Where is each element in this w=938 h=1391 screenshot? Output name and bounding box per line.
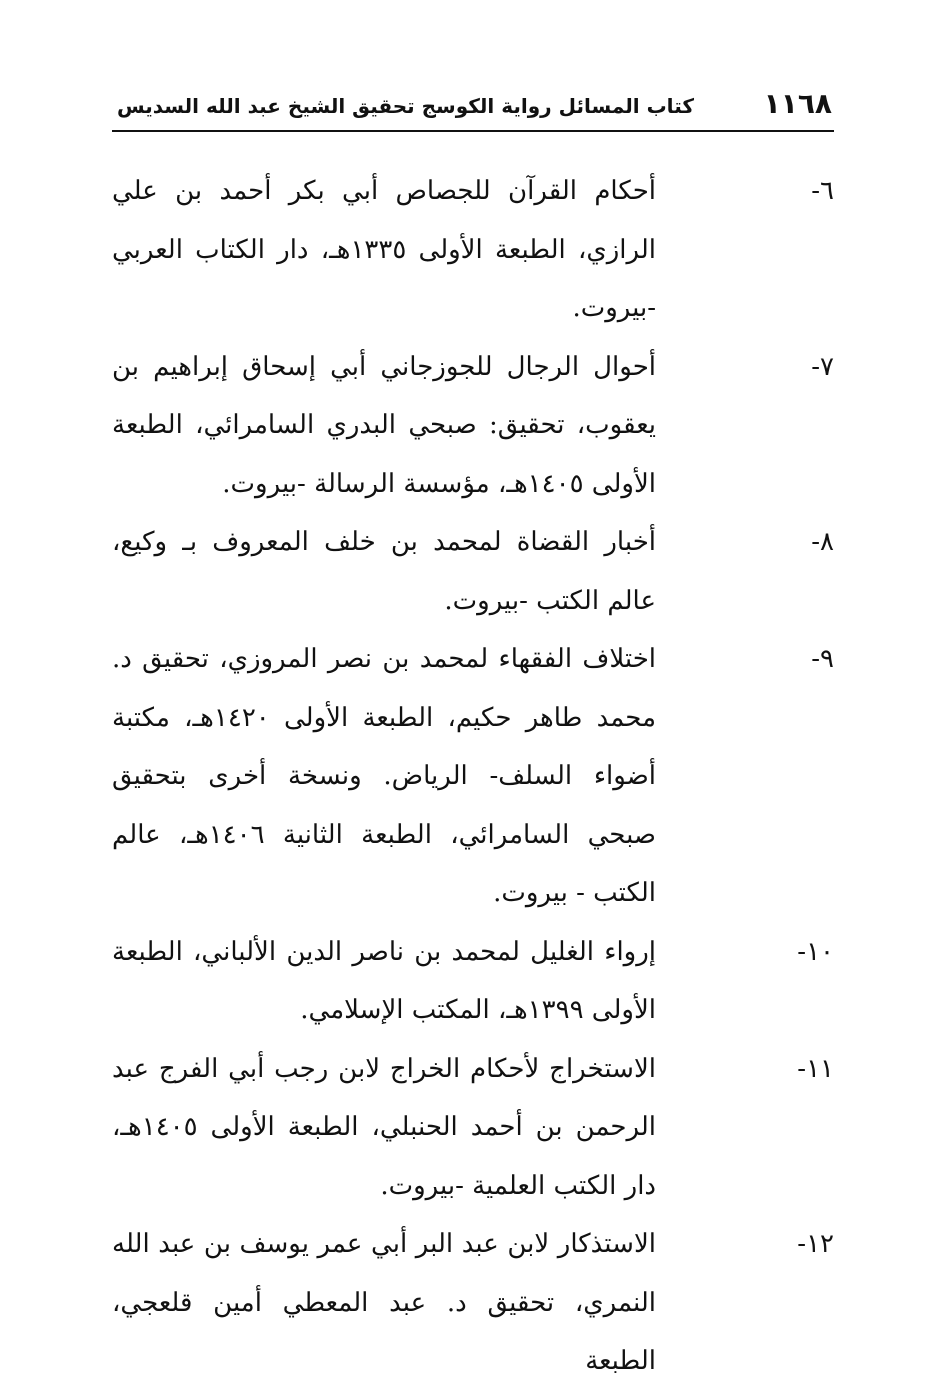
entry-text: الاستخراج لأحكام الخراج لابن رجب أبي الفرج عبد الرحمن بن أحمد الحنبلي، الطبعة الأولى ١٤٠٥هـ، دار الكتب العلمية -بيروت. xyxy=(112,1053,656,1201)
entry-text: اختلاف الفقهاء لمحمد بن نصر المروزي، تحقيق د. محمد طاهر حكيم، الطبعة الأولى ١٤٢٠هـ، مكتبة أضواء السلف- الرياض. ونسخة أخرى بتحقيق صبحي السامرائي، الطبعة الثانية ١٤٠٦هـ، عالم الكتب - بيروت. xyxy=(112,644,657,908)
bibliography-entry xyxy=(112,630,834,923)
entry-number: ١٢- xyxy=(797,1229,834,1259)
bibliography-entry xyxy=(112,923,834,1040)
entry-number: ١١- xyxy=(797,1053,834,1084)
entry-number: ١٠- xyxy=(797,936,834,967)
entry-number: ٨- xyxy=(811,527,834,557)
entry-number: ٦- xyxy=(811,176,834,206)
bibliography-entry xyxy=(112,338,834,514)
bibliography-entry xyxy=(112,513,834,630)
entry-text: أخبار القضاة لمحمد بن خلف المعروف بـ وكيع، عالم الكتب -بيروت. xyxy=(112,527,656,616)
entry-text: الاستذكار لابن عبد البر أبي عمر يوسف بن عبد الله النمري، تحقيق د. عبد المعطي أمين قلعجي، الطبعة xyxy=(112,1229,656,1376)
entry-number: ٩- xyxy=(811,644,834,674)
bibliography-entry xyxy=(112,1040,834,1216)
page-number: ١١٦٨ xyxy=(763,87,832,120)
page-header xyxy=(112,86,834,132)
entry-text: أحوال الرجال للجوزجاني أبي إسحاق إبراهيم بن يعقوب، تحقيق: صبحي البدري السامرائي، الطبعة الأولى ١٤٠٥هـ، مؤسسة الرسالة -بيروت. xyxy=(112,351,656,499)
entry-text: أحكام القرآن للجصاص أبي بكر أحمد بن علي الرازي، الطبعة الأولى ١٣٣٥هـ، دار الكتاب العربي -بيروت. xyxy=(112,176,657,323)
running-title: كتاب المسائل رواية الكوسج تحقيق الشيخ عبد الله السديس xyxy=(116,94,694,118)
bibliography-list xyxy=(112,162,834,1391)
bibliography-entry xyxy=(112,1215,834,1391)
entry-text: إرواء الغليل لمحمد بن ناصر الدين الألباني، الطبعة الأولى ١٣٩٩هـ، المكتب الإسلامي. xyxy=(112,936,656,1025)
entry-number: ٧- xyxy=(811,351,834,382)
bibliography-entry xyxy=(112,162,834,338)
